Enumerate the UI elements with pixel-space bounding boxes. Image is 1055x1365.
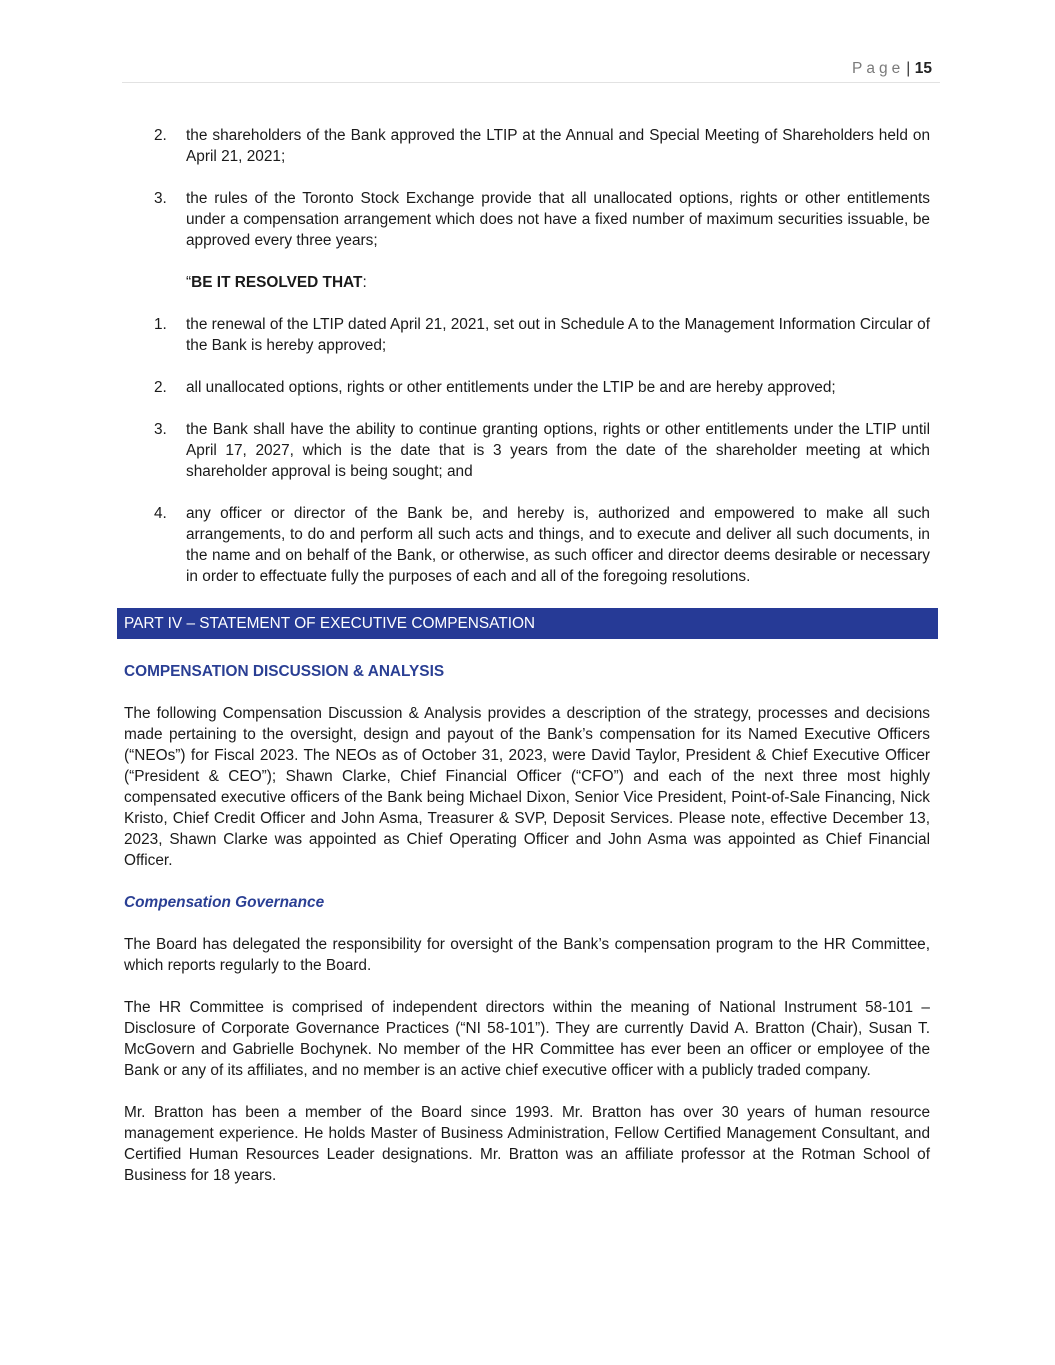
resolution-item: all unallocated options, rights or other entitlements under the LTIP be and are hereby approved; <box>186 379 836 396</box>
list-item: the rules of the Toronto Stock Exchange provide that all unallocated options, rights or other entitlements under a compensation arrangement which does not have a fixed number of maximum securities issuable, be approved every three years; <box>186 190 930 249</box>
paragraph: The following Compensation Discussion & Analysis provides a description of the strategy, processes and decisions made pertaining to the oversight, design and payout of the Bank’s compensation for its Named Executive Officers (“NEOs”) for Fiscal 2023. The NEOs as of October 31, 2023, were David Taylor, President & Chief Executive Officer (“President & CEO”); Shawn Clarke, Chief Financial Officer (“CFO”) and each of the next three most highly compensated executive officers of the Bank being Michael Dixon, Senior Vice President, Point-of-Sale Financing, Nick Kristo, Chief Credit Officer and John Asma, Treasurer & SVP, Deposit Services. Please note, effective December 13, 2023, Shawn Clarke was appointed as Chief Operating Officer and John Asma was appointed as Chief Financial Officer. <box>124 705 930 869</box>
resolution-intro <box>186 272 367 293</box>
resolution-item-number: 2. <box>154 379 167 396</box>
paragraph: Mr. Bratton has been a member of the Board since 1993. Mr. Bratton has over 30 years of human resource management experience. He holds Master of Business Administration, Fellow Certified Management Consultant, and Certified Human Resources Leader designations. Mr. Bratton was an affiliate professor at the Rotman School of Business for 18 years. <box>124 1104 930 1184</box>
resolution-item: any officer or director of the Bank be, and hereby is, authorized and empowered to make all such arrangements, to do and perform all such acts and things, and to execute and deliver all such documents, in the name and on behalf of the Bank, or otherwise, as such officer and director deems desirable or necessary in order to effectuate fully the purposes of each and all of the foregoing resolutions. <box>186 505 930 585</box>
resolution-item-number: 1. <box>154 316 167 333</box>
resolution-item: the Bank shall have the ability to continue granting options, rights or other entitlements under the LTIP until April 17, 2027, which is the date that is 3 years from the date of the shareholder meeting at which shareholder approval is being sought; and <box>186 421 930 480</box>
list-item: the shareholders of the Bank approved the LTIP at the Annual and Special Meeting of Shareholders held on April 21, 2021; <box>186 127 930 165</box>
header-divider <box>122 82 940 83</box>
list-item-number: 2. <box>154 127 167 144</box>
page-separator: | <box>906 60 911 77</box>
paragraph: The HR Committee is comprised of independent directors within the meaning of National Instrument 58-101 – Disclosure of Corporate Governance Practices (“NI 58-101”). They are currently David A. Bratton (Chair), Susan T. McGovern and Gabrielle Bochynek. No member of the HR Committee has ever been an officer or employee of the Bank or any of its affiliates, and no member is an active chief executive officer with a publicly traded company. <box>124 999 930 1079</box>
resolution-item: the renewal of the LTIP dated April 21, 2021, set out in Schedule A to the Management Information Circular of the Bank is hereby approved; <box>186 316 930 354</box>
list-item-number: 3. <box>154 190 167 207</box>
section-heading-bar: PART IV – STATEMENT OF EXECUTIVE COMPENSATION <box>117 608 938 639</box>
subsection-heading: Compensation Governance <box>124 894 325 911</box>
resolution-item-number: 3. <box>154 421 167 438</box>
resolved-label: BE IT RESOLVED THAT <box>191 274 363 291</box>
open-quote: “ <box>186 274 192 291</box>
section-heading: COMPENSATION DISCUSSION & ANALYSIS <box>124 663 445 680</box>
page-header <box>852 60 932 78</box>
page-label: Page <box>852 60 905 77</box>
paragraph: The Board has delegated the responsibility for oversight of the Bank’s compensation program to the HR Committee, which reports regularly to the Board. <box>124 936 930 974</box>
page-number: 15 <box>914 60 932 77</box>
resolved-colon: : <box>362 274 367 291</box>
resolution-item-number: 4. <box>154 505 167 522</box>
